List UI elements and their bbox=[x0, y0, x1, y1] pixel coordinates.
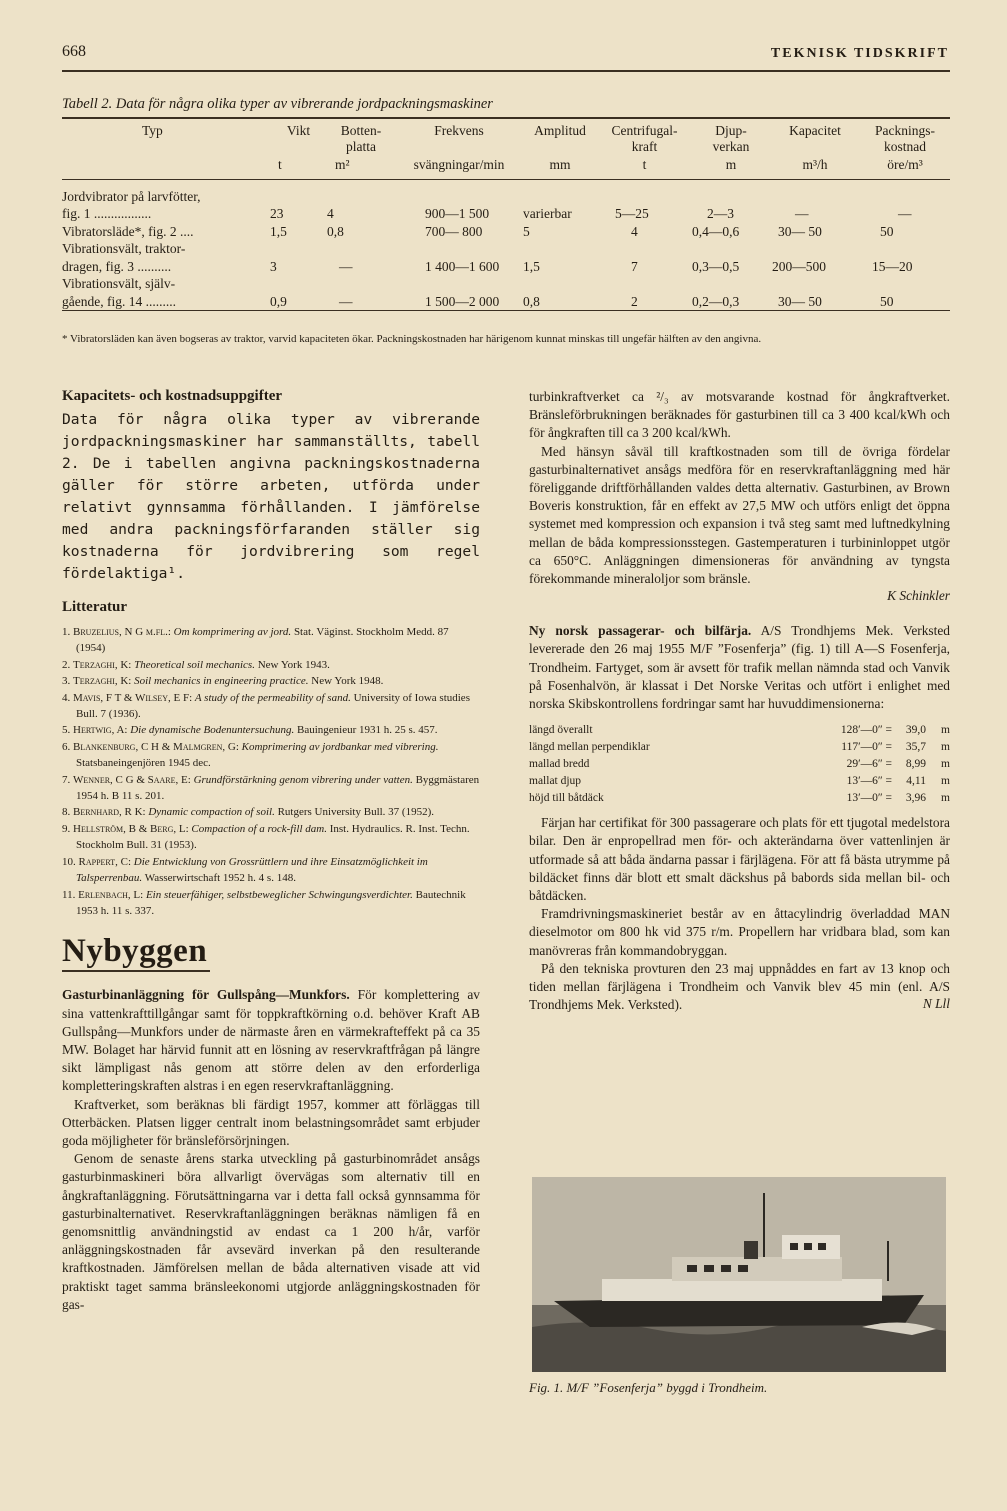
gasturbine-continued: turbinkraftverket ca ²/₃ av motsvarande kostnad för ångkraftverket. Bränsleförbrukningen beräknades för gasturbinen till ca 3 400 kcal/kWh och för ångkraften till ca 3 200 kcal/kWh. bbox=[529, 389, 950, 441]
ferry-paragraph-4: På den tekniska provturen den 23 maj uppnåddes en fart av 13 knop och tiden mellan färjlägena i Trondheim och Vanvik blev 45 min (enl. A/S Trondhjems Mek. Verksted). bbox=[529, 960, 950, 1013]
header-rule bbox=[62, 70, 950, 72]
reference-item: 10. Rappert, C: Die Entwicklung von Grossrüttlern und ihre Einsatzmöglichkeit im Talsperrenbau. Wasserwirtschaft 1952 h. 4 s. 148. bbox=[62, 855, 428, 885]
unit-centrifugalkraft: t bbox=[642, 157, 647, 172]
row1-packningskostnad: — bbox=[898, 206, 912, 221]
gasturbine-heading: Gasturbinanläggning för Gullspång—Munkfors. bbox=[62, 987, 350, 1003]
ferry-paragraph-1: Ny norsk passagerar- och bilfärja. A/S Trondhjems Mek. Verksted levererade den 26 maj 1955 M/F ”Fosenferja” (fig. 1) till A—S Fosenferja, Trondheim. Fartyget, som är avsett för trafik mellan nämnda stad och Vanvik på Fosenhalvön, är klassat i Det Norske Veritas och utfört i enlighet med norska Skibskontrollens fordringar samt har huvuddimensionerna: bbox=[529, 623, 950, 712]
gasturbine-choice: Med hänsyn såväl till kraftkostnaden som till de övriga fördelar gasturbinalternativet ansågs medföra för en reservkraftanläggning med här föreliggande driftförhållanden valdes detta alternativ. Gasturbinen, av Brown Boveris konstruktion, får en effekt av 27,5 MW och utförs enligt det öppna systemet med kompression och expansion i två steg samt med luftnedkylning mellan de båda kompressionsstegen. Gastemperaturen i turbininloppet utgör ca 650°C. Anläggningen dimensioneras för användning av tyngsta förekommande mineraloljor som bränsle. bbox=[529, 443, 950, 587]
reference-item: 5. Hertwig, A: Die dynamische Bodenuntersuchung. Bauingenieur 1931 h. 25 s. 457. bbox=[62, 724, 438, 737]
ferry-deckhouse bbox=[672, 1257, 842, 1281]
row3-amplitud: 1,5 bbox=[523, 258, 540, 274]
ferry-heading: Ny norsk passagerar- och bilfärja. bbox=[529, 623, 752, 639]
row2-amplitud: 5 bbox=[523, 223, 530, 239]
ferry-paragraph-3: Framdrivningsmaskineriet består av en åttacylindrig överladdad MAN dieselmotor om 800 hk vid 375 r/m. Propellern har vridbara blad, som kan manövreras från kommandobryggan. bbox=[529, 906, 950, 958]
row3-label2: dragen, fig. 3 .......... bbox=[62, 258, 172, 274]
reference-item: 4. Mavis, F T & Wilsey, E F: A study of the permeability of sand. University of Iowa studies Bull. 7 (1936). bbox=[62, 691, 470, 721]
th-centrifugalkraft: Centrifugal- kraft bbox=[611, 123, 678, 154]
row2-bottenplatta: 0,8 bbox=[327, 223, 344, 239]
row2-djupverkan: 0,4—0,6 bbox=[692, 223, 740, 239]
unit-vikt: t bbox=[278, 157, 282, 172]
row2-frekvens: 700— 800 bbox=[425, 223, 483, 239]
unit-frekvens: svängningar/min bbox=[413, 157, 505, 172]
row4-frekvens: 1 500—2 000 bbox=[425, 293, 500, 309]
table-row bbox=[62, 223, 950, 241]
table-row-label bbox=[62, 240, 950, 258]
unit-kapacitet: m³/h bbox=[802, 157, 828, 172]
table-row-label bbox=[62, 275, 950, 293]
table-spacer bbox=[62, 179, 950, 188]
row1-frekvens: 900—1 500 bbox=[425, 206, 490, 221]
row1-label2: fig. 1 ................. bbox=[62, 206, 152, 221]
reference-item: 8. Bernhard, R K: Dynamic compaction of soil. Rutgers University Bull. 37 (1952). bbox=[62, 806, 435, 819]
unit-amplitud: mm bbox=[549, 157, 571, 172]
table-caption: Tabell 2. Data för några olika typer av vibrerande jordpackningsmaskiner bbox=[62, 96, 493, 112]
row4-packningskostnad: 50 bbox=[880, 293, 894, 309]
dimension-row: mallad bredd 29′—6″ = 8,99 m bbox=[529, 757, 950, 770]
reference-item: 1. Bruzelius, N G m.fl.: Om komprimering av jord. Stat. Väginst. Stockholm Medd. 87 (1954) bbox=[62, 626, 449, 655]
unit-bottenplatta: m² bbox=[335, 157, 350, 172]
reference-item: 11. Erlenbach, L: Ein steuerfähiger, selbstbeweglicher Schwingungsverdichter. Bautechnik 1953 h. 11 s. 337. bbox=[62, 888, 466, 917]
row4-vikt: 0,9 bbox=[270, 293, 287, 309]
row3-bottenplatta: — bbox=[339, 258, 353, 274]
row1-label1: Jordvibrator på larvfötter, bbox=[62, 188, 201, 204]
th-frekvens: Frekvens bbox=[434, 123, 484, 138]
table-header-row bbox=[62, 123, 950, 157]
th-vikt: Vikt bbox=[286, 123, 311, 138]
row1-djupverkan: 2—3 bbox=[707, 206, 734, 221]
row1-vikt: 23 bbox=[270, 206, 284, 221]
reference-list bbox=[62, 624, 480, 919]
row1-centrifugalkraft: 5—25 bbox=[615, 206, 649, 221]
dimension-row: mallat djup 13′—6″ = 4,11 m bbox=[529, 774, 950, 787]
reference-item: 6. Blankenburg, C H & Malmgren, G: Komprimering av jordbankar med vibrering. Statsbaneingenjören 1945 dec. bbox=[62, 740, 439, 770]
ferry-paragraph-2: Färjan har certifikat för 300 passagerare och plats för ett tjugotal medelstora bilar. Den är enpropellrad men för- och akterändarna över vattenlinjen är utformade så att båda ändarna passar i färjlägena. För att få bästa utrymme på bildäcket finns där blott ett smalt däckshus på babords sida mellan bil- och båtdäcken. bbox=[529, 815, 950, 904]
table-row bbox=[62, 293, 950, 311]
ferry-deck bbox=[602, 1279, 882, 1301]
th-djupverkan: Djup- verkan bbox=[712, 123, 750, 154]
figure-caption: Fig. 1. M/F ”Fosenferja” byggd i Trondheim. bbox=[529, 1380, 768, 1395]
table-units-row bbox=[62, 157, 950, 179]
row4-bottenplatta: — bbox=[339, 293, 353, 309]
row1-amplitud: varierbar bbox=[523, 206, 572, 221]
gasturbine-paragraph-3: Genom de senaste årens starka utveckling på gasturbinområdet ansågs gasturbinmaskineri böra allvarligt övervägas som alternativ till en ångkraftanläggning. Förutsättningarna var i detta fall också gynnsamma för gasturbinalternativet. Reservkraftanläggningen beräknas nämligen få en genomsnittlig användningstid av endast ca 1 200 h/år, varför anläggningskostnaden får avsevärd inverkan på den resulterande kraftkostnaden. Jämförelsen mellan de båda alternativen visade att vid praktiskt taget samma bränsleekonomi utgjorde anläggningskostnaden för gas- bbox=[62, 1151, 480, 1312]
row4-label1: Vibrationsvält, själv- bbox=[62, 276, 176, 291]
row1-kapacitet: — bbox=[795, 206, 809, 221]
row3-kapacitet: 200—500 bbox=[772, 258, 826, 274]
row2-packningskostnad: 50 bbox=[880, 223, 894, 239]
th-typ: Typ bbox=[142, 123, 163, 138]
ferry-photo bbox=[532, 1177, 946, 1372]
right-column bbox=[529, 388, 950, 1012]
row4-amplitud: 0,8 bbox=[523, 293, 540, 309]
page-number: 668 bbox=[62, 43, 86, 60]
table-row-label bbox=[62, 188, 950, 206]
journal-title: TEKNISK TIDSKRIFT bbox=[770, 46, 949, 61]
reference-item: 7. Wenner, C G & Saare, E: Grundförstärkning genom vibrering under vatten. Byggmästaren 1954 h. B 11 s. 201. bbox=[62, 773, 480, 803]
row2-centrifugalkraft: 4 bbox=[631, 223, 638, 239]
th-amplitud: Amplitud bbox=[534, 123, 586, 138]
table-2 bbox=[62, 123, 950, 311]
literature-heading: Litteratur bbox=[62, 599, 127, 615]
ferry-dimensions bbox=[529, 721, 950, 806]
heading-underline bbox=[62, 970, 210, 972]
table-top-rule bbox=[62, 117, 950, 119]
th-kapacitet: Kapacitet bbox=[789, 123, 841, 138]
row3-djupverkan: 0,3—0,5 bbox=[692, 258, 740, 274]
capacity-text: Data för några olika typer av vibrerande jordpackningsmaskiner har sammanställts, tabell 2. De i tabellen angivna packningskostnaderna gäller för större arbeten, utförda under relativt gynnsamma förhållanden. I jämförelse med andra packningsförfaranden ställer sig kostnaderna för jordvibrering som regel fördelaktiga¹. bbox=[62, 411, 480, 582]
gasturbine-paragraph-1: Gasturbinanläggning för Gullspång—Munkfors. För komplettering av sina vattenkrafttillgångar samt för toppkraftkörning o.d. behöver Kraft AB Gullspång—Munkfors under de närmaste åren en värmekrafteffekt på ca 35 MW. Bolaget har härvid funnit att en lösning av reservkraftfrågan på längre sikt lämpligast nås genom att större delen av den erforderliga kompletteringskraften alstras i en egen reservkraftanläggning. bbox=[62, 987, 480, 1094]
row3-packningskostnad: 15—20 bbox=[872, 258, 913, 274]
capacity-heading: Kapacitets- och kostnadsuppgifter bbox=[62, 388, 283, 404]
ferry-signature: N Lll bbox=[922, 996, 950, 1012]
row3-vikt: 3 bbox=[270, 258, 277, 274]
reference-item: 9. Hellström, B & Berg, L: Compaction of a rock-fill dam. Inst. Hydraulics. R. Inst. Techn. Stockholm Bull. 31 (1953). bbox=[62, 822, 470, 852]
th-bottenplatta: Botten- platta bbox=[340, 123, 382, 154]
left-column bbox=[62, 388, 480, 1314]
table-row bbox=[62, 205, 950, 223]
row4-label2: gående, fig. 14 ......... bbox=[62, 293, 176, 309]
th-packningskostnad: Packnings- kostnad bbox=[875, 123, 935, 154]
ferry-funnel bbox=[744, 1241, 758, 1259]
author-signature: K Schinkler bbox=[887, 588, 950, 604]
dimension-row: höjd till båtdäck 13′—0″ = 3,96 m bbox=[529, 791, 950, 804]
row3-label1: Vibrationsvält, traktor- bbox=[62, 241, 186, 256]
row1-bottenplatta: 4 bbox=[327, 206, 334, 221]
reference-item: 2. Terzaghi, K: Theoretical soil mechanics. New York 1943. bbox=[62, 658, 330, 671]
row4-djupverkan: 0,2—0,3 bbox=[692, 293, 740, 309]
gasturbine-paragraph-2: Kraftverket, som beräknas bli färdigt 1957, kommer att förläggas till Otterbäcken. Platsen ligger centralt inom belastningsområdet samt erbjuder goda möjligheter för bränsleförsörjningen. bbox=[62, 1096, 480, 1148]
table-footnote: * Vibratorsläden kan även bogseras av traktor, varvid kapaciteten ökar. Packningskostnaden har härigenom kunnat minskas till ungefär hälften av den angivna. bbox=[62, 333, 762, 345]
dimension-row: längd mellan perpendiklar 117′—0″ = 35,7 m bbox=[529, 740, 950, 753]
unit-typ bbox=[62, 157, 270, 179]
row3-centrifugalkraft: 7 bbox=[631, 258, 638, 274]
row2-vikt: 1,5 bbox=[270, 223, 287, 239]
section-heading-nybyggen: Nybyggen bbox=[62, 933, 208, 970]
dimension-row: längd överallt 128′—0″ = 39,0 m bbox=[529, 723, 950, 736]
row4-kapacitet: 30— 50 bbox=[778, 293, 822, 309]
row3-frekvens: 1 400—1 600 bbox=[425, 258, 500, 274]
unit-djupverkan: m bbox=[725, 157, 737, 172]
row2-kapacitet: 30— 50 bbox=[778, 223, 822, 239]
row2-label2: Vibratorsläde*, fig. 2 .... bbox=[62, 223, 194, 239]
row4-centrifugalkraft: 2 bbox=[631, 293, 638, 309]
unit-packningskostnad: öre/m³ bbox=[887, 157, 923, 172]
reference-item: 3. Terzaghi, K: Soil mechanics in engineering practice. New York 1948. bbox=[62, 675, 384, 688]
table-row bbox=[62, 258, 950, 276]
